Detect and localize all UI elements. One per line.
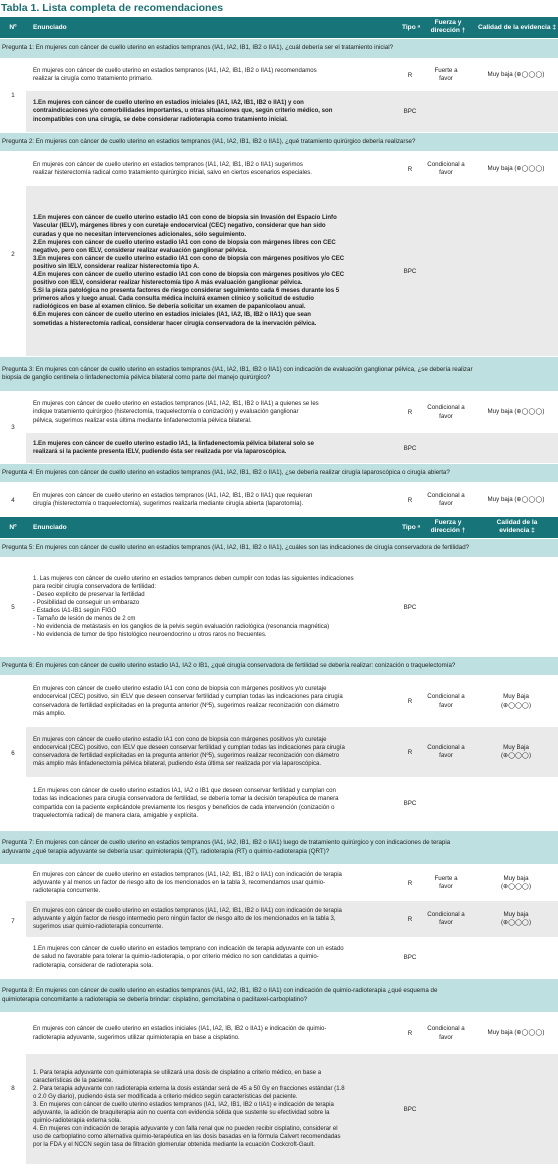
recommendation-text <box>26 492 394 508</box>
recommendation-text-line: 6.En mujeres con cáncer de cuello uterino en estadios iniciales (IA1, IA2, IB, IB2 o IIA1) que sean <box>33 312 311 319</box>
strength-line: Condicional a <box>427 693 465 701</box>
recommendation-group <box>0 152 558 356</box>
recommendation-text-line: 1.En mujeres con cáncer de cuello uterino estadio IA1, la linfadenectomía pélvica bilateral solo se <box>33 440 314 447</box>
recommendation-text-line: - Estadios IA1-IB1 según FIGO <box>33 608 117 614</box>
recommendation-text-line: En mujeres con cáncer de cuello uterino en estadios tempranos (IA1, IA2, IB1, IB2 o IIA1) recomendamos <box>33 67 317 74</box>
evidence-quality-line: Muy baja <box>503 874 529 882</box>
recommendation-text-line: de salud no favorable para tolerar la quimio-radioterapia, o por criterio médico no son candidatas a quimio- <box>33 954 319 961</box>
recommendation-text-line: En mujeres con cáncer de cuello uterino en estadios tempranos (IA1, IA2, IB1, IB2 o IIA1) con indicación de terapia <box>33 907 342 914</box>
header-fuerza-line: dirección † <box>430 526 466 534</box>
recommendation-text-line: 3. En mujeres con cáncer de cuello uterino estadios tempranos (IA1, IA2, IB1, IB2 o IIA1) e indicación de terapia <box>33 1101 334 1108</box>
recommendation-text-line: 1.En mujeres con cáncer de cuello uterino en estadios temprano con indicación de terapia adyuvante con un estado <box>33 946 344 953</box>
recommendation-text-line: positivo con IELV, considerar realizar histerectomía tipo A más evaluación ganglionar pélvica. <box>33 280 303 287</box>
recommendation-text-line: 1.En mujeres con cáncer de cuello uterino estadio IA1 con cono de biopsia sin Invasión del Espacio Linfo <box>33 215 337 222</box>
strength-line: Condicional a <box>427 491 465 499</box>
recommendation-group <box>0 865 558 978</box>
recommendation-type: BPC <box>403 954 417 961</box>
question-text-line: Pregunta 4: En mujeres con cáncer de cuello uterino en estadios tempranos (IA1, IA2, IB1, IB2 o IIA1), ¿se debería realizar cirugía laparoscópica o cirugía abierta? <box>2 468 450 476</box>
header-num: Nº <box>9 524 17 531</box>
recommendation-text <box>26 685 394 717</box>
recommendation-text-line: sometidas a histerectomía radical, considerar hacer cirugía conservadora de la inervación pélvica. <box>33 320 317 327</box>
recommendation-text <box>26 945 394 969</box>
recommendation-text-line: conservadora de fertilidad explicitadas en la pregunta anterior (Nº5), sugerimos realizar reconización con diámetro <box>33 702 340 709</box>
recommendation-type: R <box>407 698 413 705</box>
recommendation-text-line: adyuvante y al menos un factor de riesgo alto de los mencionados en la tabla 3, recomendamos usar quimio- <box>33 879 326 886</box>
recommendation-text-line: - Posibilidad de conseguir un embarazo <box>33 599 140 606</box>
recommendation-type: R <box>407 496 413 504</box>
evidence-quality <box>474 693 558 710</box>
recommendation-text-line: En mujeres con cáncer de cuello uterino estadio IA1 con cono de biopsia con márgenes positivos y/o curetaje <box>33 736 327 743</box>
recommendation-strength <box>418 67 474 84</box>
recommendation-row <box>26 1013 558 1054</box>
recommendation-strength <box>418 875 474 892</box>
strength-line: favor <box>439 701 453 709</box>
recommendation-text-line: más amplio. <box>33 710 66 717</box>
recommendation-text-line: En mujeres con cáncer de cuello uterino en estadios tempranos (IA1, IA2, IB1, IB2 o IIA1) sugerimos <box>33 161 303 168</box>
recommendation-text-line: endocervical (CEC) positivo, con IELV que deseen conservar fertilidad y cumplan todas las indicaciones para cirugía <box>33 744 345 751</box>
recommendation-row <box>26 865 558 901</box>
recommendation-text-line: uso de carboplatino como alternativa quimio-terapéutica en las dosis basadas en la fórmula Calvert recomendadas <box>33 1134 341 1141</box>
recommendation-text-line: traquelectomía radical) de manera clara, amigable y explícita. <box>33 812 199 819</box>
strength-line: favor <box>439 919 453 926</box>
recommendation-text-line: incompatibles con una cirugía, se debe considerar radioterapia como tratamiento inicial. <box>33 116 288 123</box>
recommendation-strength <box>418 161 474 178</box>
recommendation-row <box>26 558 558 656</box>
recommendation-type: R <box>407 1030 413 1037</box>
header-num: Nº <box>9 24 17 31</box>
recommendation-text-line: primeros años y luego anual. Cada consulta médica incluirá examen clínico y solicitud de estudio <box>33 296 314 303</box>
question-text-line: Pregunta 7: En mujeres con cáncer de cuello uterino en estadios tempranos (IA1, IA2, IB1, IB2 o IIA1) luego de tratamiento quirúrgico y con indicaciones de terapia <box>2 839 451 847</box>
question-text-line: adyuvante ¿qué terapia adyuvante se debería usar: quimioterapia (QT), radioterapia (RT) o quimio-radioterapia (QRT)? <box>2 847 330 855</box>
group-number: 3 <box>11 424 15 431</box>
recommendation-text-line: Vascular (IELV), márgenes libres y con curetaje endocervical (CEC) negativo, considerar que han sido <box>33 223 326 230</box>
header-calidad-line: Calidad de la <box>496 519 538 526</box>
recommendation-text <box>26 736 394 768</box>
recommendation-type: R <box>407 879 413 887</box>
recommendation-text-line: realizará si la paciente presenta IELV, pudiendo ésta ser realizada por vía laparoscópica. <box>33 449 287 455</box>
header-enunciado: Enunciado <box>33 524 67 531</box>
evidence-quality-line: Muy baja (⊕◯◯◯) <box>487 495 545 503</box>
question-text-line: Pregunta 2: En mujeres con cáncer de cuello uterino en estadios tempranos (IA1, IA2, IB1, IB2 o IIA1), ¿qué tratamiento quirúrgico debería realizarse? <box>2 137 416 145</box>
recommendation-text-line: más amplio más linfadenectomía pélvica bilateral, pudiendo ésta última ser realizada por vía laparoscópica. <box>33 761 322 768</box>
recommendation-strength <box>418 744 474 761</box>
evidence-quality <box>474 744 558 761</box>
recommendation-row <box>26 186 558 356</box>
strength-line: Condicional a <box>427 404 465 412</box>
recommendation-text <box>26 575 394 640</box>
question-text <box>2 662 455 670</box>
recommendation-row <box>26 392 558 433</box>
recommendation-text-line: positivo sin IELV, considerar realizar histerectomía tipo A. <box>33 263 200 270</box>
question-text-line: biopsia de ganglio centinela o linfadenectomía pélvica bilateral como parte del manejo quirúrgico? <box>2 374 271 381</box>
question-text-line: Pregunta 1: En mujeres con cáncer de cuello uterino en estadios tempranos (IA1, IA2, IB1, IB2 o IIA1), ¿cuál debería ser el tratamiento inicial? <box>2 44 394 52</box>
recommendation-text <box>26 214 394 327</box>
recommendation-type: BPC <box>403 603 417 611</box>
question-text <box>2 839 450 856</box>
recommendation-text-line: - Tamaño de lesión de menos de 2 cm <box>33 616 136 623</box>
recommendation-text-line: radioterapia adyuvante, sugerimos utilizar quimioterapia en base a cisplatino. <box>33 1034 240 1041</box>
recommendation-type: R <box>407 71 413 79</box>
recommendation-type: BPC <box>403 108 417 115</box>
strength-line: favor <box>439 500 453 507</box>
group-number: 2 <box>11 250 15 258</box>
recommendation-strength <box>418 492 474 509</box>
header-fuerza-line: Fuerza y <box>434 519 462 526</box>
recommendation-strength <box>418 693 474 710</box>
recommendation-type: BPC <box>403 267 417 275</box>
recommendation-text-line: todas las indicaciones para cirugía conservadora de fertilidad, se debería tomar la decisión terapéutica de manera <box>33 796 339 803</box>
question-row <box>0 463 558 483</box>
header-fuerza <box>420 19 476 34</box>
recommendation-text-line: para recibir cirugía conservadora de fertilidad: <box>33 583 157 590</box>
question-text <box>2 987 437 1004</box>
recommendation-text-line: realizar histerectomía radical como tratamiento quirúrgico inicial, salvo en ciertos escenarios especiales. <box>33 170 312 176</box>
recommendation-text <box>26 400 394 424</box>
recommendation-text <box>26 161 394 177</box>
recommendation-type: R <box>407 165 413 173</box>
recommendation-text-line: realizar la cirugía como tratamiento primario. <box>33 76 153 82</box>
question-text <box>2 44 393 52</box>
recommendation-group <box>0 558 558 656</box>
recommendation-text-line: 4.En mujeres con cáncer de cuello uterino estadio IA1 con cono de biopsia con márgenes positivos y/o CEC <box>33 272 345 278</box>
evidence-quality-line: Muy baja (⊕◯◯◯) <box>487 1029 545 1037</box>
recommendation-type: R <box>407 409 413 416</box>
recommendation-text-line: En mujeres con cáncer de cuello uterino en estadios tempranos (IA1, IA2, IB1, IB2 o IIA1) con indicación de terapia <box>33 871 342 878</box>
evidence-quality-line: Muy baja (⊕◯◯◯) <box>487 164 545 172</box>
recommendation-text <box>26 440 394 456</box>
group-number: 4 <box>11 496 15 504</box>
recommendation-text-line: quimio-radioterapia externa sola. <box>33 1118 122 1125</box>
strength-line: Fuerte a <box>434 874 458 882</box>
recommendation-text-line: por la FDA y el NCCN según tasa de filtración glomerular obtenida mediante la ecuación Cockcroft-Gault. <box>33 1142 315 1149</box>
recommendation-text-line: - No evidencia de tumor de tipo histológico neuroendocrino u otros raros no frecuentes. <box>33 632 267 639</box>
strength-line: Condicional a <box>427 910 465 918</box>
recommendation-group <box>0 59 558 132</box>
recommendation-text-line: adyuvante y algún factor de riesgo intermedio pero ningún factor de riesgo alto de los mencionados en la tabla 3, <box>33 915 336 922</box>
header-enunciado: Enunciado <box>33 24 67 31</box>
recommendation-text-line: contraindicaciones y/o comorbilidades importantes, u otras situaciones que, según criterio médico, son <box>33 108 333 115</box>
recommendation-text-line: 2. Para terapia adyuvante con radioterapia externa la dosis estándar será de 45 a 50 Gy en fracciones estándar (1.8 <box>33 1085 345 1092</box>
evidence-quality-line: Muy baja (⊕◯◯◯) <box>487 408 545 416</box>
group-number: 5 <box>11 603 15 611</box>
recommendation-row <box>26 152 558 186</box>
recommendation-text <box>26 787 394 819</box>
recommendation-group <box>0 1013 558 1164</box>
recommendation-text-line: 1. Para terapia adyuvante con quimioterapia se utilizará una dosis de cisplatino a criterio médico, en base a <box>33 1069 322 1076</box>
recommendation-text-line: En mujeres con cáncer de cuello uterino estadio IA1 con cono de biopsia con márgenes positivos y/o curetaje <box>33 686 327 693</box>
recommendation-row <box>26 777 558 830</box>
recommendation-text <box>26 99 394 123</box>
recommendation-type: BPC <box>403 1105 417 1113</box>
question-text <box>2 469 450 477</box>
recommendation-text-line: 1.En mujeres con cáncer de cuello uterino estadios IA1, IA2 o IB1 que deseen conservar fertilidad y cumplan con <box>33 788 336 795</box>
evidence-quality <box>474 911 558 928</box>
recommendation-text-line: sugerimos usar quimio-radioterapia concurrente. <box>33 924 164 931</box>
question-text-line: Pregunta 5: En mujeres con cáncer de cuello uterino en estadios tempranos (IA1, IA2, IB1, IB2 o IIA1), ¿cuáles son las indicaciones de cirugía conservadora de fertilidad? <box>2 543 470 551</box>
recommendation-text-line: radioterapia concurrente. <box>33 888 101 895</box>
evidence-quality <box>474 408 558 416</box>
strength-line: favor <box>439 169 453 176</box>
strength-line: favor <box>439 412 453 420</box>
strength-line: favor <box>439 883 453 890</box>
evidence-quality-line: (⊕◯◯◯) <box>500 919 532 926</box>
recommendation-text-line: características de la paciente. <box>33 1077 113 1084</box>
evidence-quality-line: (⊕◯◯◯) <box>500 701 532 709</box>
recommendation-row <box>26 59 558 91</box>
recommendation-type: R <box>407 915 413 923</box>
recommendation-text-line: conservadora de fertilidad explicitadas en la pregunta anterior (Nº5), sugerimos realizar reconización con diámetro <box>33 753 340 759</box>
evidence-quality-line: Muy Baja <box>503 693 529 701</box>
question-row <box>0 356 558 392</box>
recommendation-text-line: cirugía (histerectomía o traquelectomía), sugerimos realizarla mediante cirugía abierta (laparotomía). <box>33 501 304 507</box>
recommendation-group <box>0 483 558 517</box>
question-text <box>2 544 469 552</box>
question-text-line: Pregunta 6: En mujeres con cáncer de cuello uterino estadio IA1, IA2 o IB1, ¿qué cirugía conservadora de fertilidad se debería realizar: conización o traquelectomía? <box>2 661 456 669</box>
question-row <box>0 656 558 676</box>
question-text-line: Pregunta 8: En mujeres con cáncer de cuello uterino en estadios tempranos (IA1, IA2, IB1, IB2 o IIA1) con indicación de quimio-radioterapia ¿qué esquema de <box>2 987 438 995</box>
recommendation-row <box>26 433 558 463</box>
recommendation-text-line: o 2.0 Gy diario), pudiendo ésta ser modificada a criterio médico según características del paciente. <box>33 1093 298 1100</box>
evidence-quality-line: Muy baja <box>503 910 529 918</box>
recommendation-text <box>26 1025 394 1041</box>
header-calidad <box>476 519 558 534</box>
header-calidad-line: evidencia ‡ <box>499 526 535 534</box>
recommendation-text-line: En mujeres con cáncer de cuello uterino en estadios iniciales (IA1, IA2, IB, IB2 o IIA1) e indicación de quimio- <box>33 1026 327 1033</box>
strength-line: Condicional a <box>427 743 465 751</box>
header-fuerza <box>420 519 476 534</box>
question-text-line: Pregunta 3: En mujeres con cáncer de cuello uterino en estadios tempranos (IA1, IA2, IB1, IB2 o IIA1) con indicación de evaluación ganglionar pélvica, ¿se debería realizar <box>2 365 473 373</box>
recommendation-text-line: 1.En mujeres con cáncer de cuello uterino en estadios iniciales (IA1, IA2, IB1, IB2 o IIA1) y con <box>33 100 304 107</box>
recommendation-text <box>26 1069 394 1150</box>
recommendation-text-line: radioterapia, considerar de radioterapia sola. <box>33 962 154 969</box>
recommendation-text <box>26 871 394 895</box>
strength-line: favor <box>439 75 453 82</box>
recommendation-text-line: endocervical (CEC) positivo, sin IELV que deseen conservar fertilidad y cumplan todas las indicaciones para cirugía <box>33 694 343 701</box>
recommendation-text-line: 1. Las mujeres con cáncer de cuello uterino en estadios tempranos deben cumplir con todas las siguientes indicaciones <box>33 575 354 582</box>
question-text <box>2 366 473 383</box>
table-title: Tabla 1. Lista completa de recomendaciones <box>1 2 224 14</box>
evidence-quality <box>474 496 558 504</box>
question-row <box>0 538 558 558</box>
recommendation-text-line: compartida con la paciente explicándole previamente los riesgos y beneficios de cada intervención (conización o <box>33 804 335 811</box>
recommendation-text <box>26 67 394 83</box>
recommendation-text-line: curadas y que no necesitan intervenciones adicionales, sólo seguimiento. <box>33 231 247 238</box>
recommendation-text-line: 3.En mujeres con cáncer de cuello uterino estadio IA1 con cono de biopsia con márgenes positivos y/o CEC <box>33 255 345 262</box>
recommendation-type: BPC <box>403 800 417 807</box>
recommendation-strength <box>418 911 474 928</box>
strength-line: favor <box>439 1033 453 1041</box>
recommendation-row <box>26 91 558 132</box>
evidence-quality-line: (⊕◯◯◯) <box>500 883 532 890</box>
group-number: 7 <box>11 918 15 925</box>
header-tipo: Tipo ᵃ <box>401 524 421 531</box>
recommendation-group <box>0 392 558 463</box>
strength-line: favor <box>439 752 453 759</box>
recommendation-group <box>0 676 558 830</box>
strength-line: Fuerte a <box>434 66 458 74</box>
recommendation-text-line: 2.En mujeres con cáncer de cuello uterino estadio IA1 con cono de biopsia con márgenes libres con CEC <box>33 239 336 246</box>
header-fuerza-line: dirección † <box>430 26 466 34</box>
recommendation-strength <box>418 404 474 421</box>
group-number: 6 <box>11 749 15 757</box>
group-number: 8 <box>11 1085 15 1092</box>
evidence-quality-line: Muy Baja <box>503 743 529 751</box>
question-row <box>0 830 558 865</box>
question-text-line: quimioterapia concomitante a radioterapia se debería brindar: cisplatino, gemcitabina o paclitaxel-carboplatino? <box>2 995 308 1003</box>
question-row <box>0 132 558 152</box>
header-calidad: Calidad de la evidencia ‡ <box>477 24 557 31</box>
evidence-quality-line: (⊕◯◯◯) <box>500 752 532 759</box>
recommendation-strength <box>418 1025 474 1042</box>
question-row <box>0 38 558 59</box>
strength-line: Condicional a <box>427 1025 465 1033</box>
recommendation-row <box>26 483 558 517</box>
evidence-quality <box>474 165 558 173</box>
recommendation-text-line: - Deseo explícito de preservar la fertilidad <box>33 591 145 598</box>
table-header <box>0 517 558 538</box>
recommendation-text-line: radiológicos en base al examen clínico. Se debería solicitar un examen de papanicolaou anual. <box>33 304 306 311</box>
evidence-quality-line: Muy baja (⊕◯◯◯) <box>487 70 545 78</box>
evidence-quality <box>474 71 558 79</box>
evidence-quality <box>474 875 558 892</box>
recommendation-text-line: negativo, pero con IELV, considerar realizar evaluación ganglionar pélvica. <box>33 247 248 254</box>
strength-line: Condicional a <box>427 160 465 168</box>
recommendation-text-line: En mujeres con cáncer de cuello uterino en estadios tempranos (IA1, IA2, IB1, IB2 o IIA1) a quienes se les <box>33 401 319 408</box>
recommendation-text-line: pélvica, sugerimos realizar esta última mediante linfadenectomía pélvica bilateral. <box>33 417 252 424</box>
evidence-quality <box>474 1029 558 1037</box>
recommendation-row <box>26 1054 558 1164</box>
question-row <box>0 978 558 1013</box>
header-fuerza-line: Fuerza y <box>434 19 462 26</box>
recommendation-type: R <box>407 748 413 756</box>
table-header <box>0 17 558 38</box>
recommendation-type: BPC <box>403 444 417 452</box>
recommendation-text <box>26 907 394 931</box>
header-tipo: Tipo ᵃ <box>401 24 421 31</box>
recommendation-text-line: adyuvante, la adición de braquiterapia aún no cuenta con evidencia sólida que sustente su efectividad sobre la <box>33 1110 330 1116</box>
recommendation-text-line: 5.Si la pieza patológica no presenta factores de riesgo considerar seguimiento cada 6 meses durante los 5 <box>33 288 340 295</box>
recommendation-text-line: - No evidencia de metástasis en los ganglios de la pelvis según evaluación radiológica (resonancia magnética) <box>33 624 330 631</box>
recommendation-row <box>26 937 558 978</box>
question-text <box>2 138 415 146</box>
recommendation-text-line: En mujeres con cáncer de cuello uterino en estadios tempranos (IA1, IA2, IB1, IB2 o IIA1) que requieran <box>33 492 313 499</box>
recommendation-row <box>26 901 558 937</box>
recommendation-row <box>26 727 558 777</box>
recommendation-text-line: 4. En mujeres con indicación de terapia adyuvante y con falla renal que no pueden recibir cisplatino, considerar el <box>33 1126 338 1133</box>
recommendation-row <box>26 676 558 727</box>
group-number: 1 <box>11 92 15 99</box>
recommendation-text-line: indique tratamiento quirúrgico (histerectomía, traquelectomía o conización) y evaluación ganglionar <box>33 409 299 416</box>
